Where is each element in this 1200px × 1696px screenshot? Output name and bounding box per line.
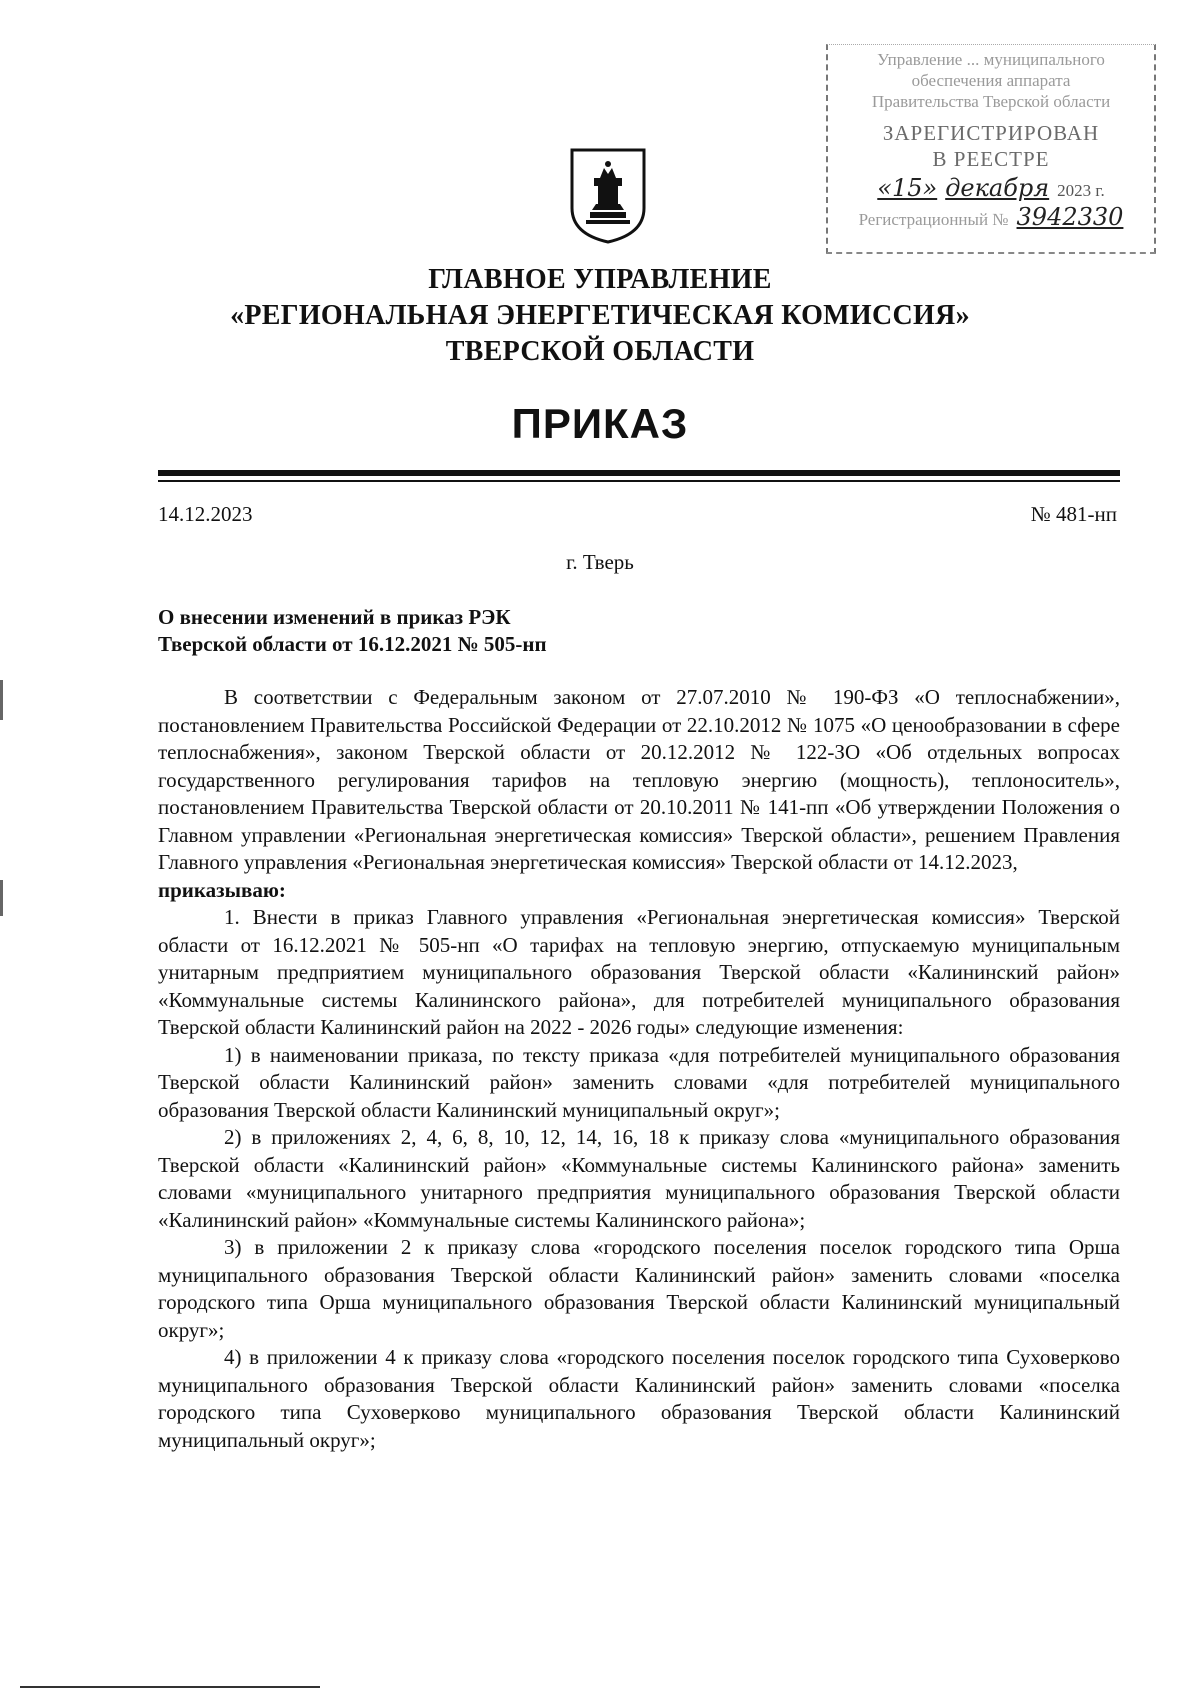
stamp-line-3: Правительства Тверской области	[871, 92, 1111, 111]
stamp-month: декабря	[945, 174, 1050, 202]
stamp-reg-number: 3942330	[1016, 203, 1124, 231]
header-divider-thick	[158, 470, 1120, 476]
order-word: приказываю:	[158, 877, 286, 902]
stamp-status-2: В РЕЕСТРЕ	[932, 147, 1050, 171]
item-1-paragraph: 1. Внести в приказ Главного управления «Региональная энергетическая комиссия» Тверской области от 16.12.2021 № 505-нп «О тарифах на тепловую энергию, отпускаемую муниципальным унитарным предприятием муниципального образования Тверской области «Калининский район» «Коммунальные системы Калининского района», для потребителей муниципального образования Тверской области Калининский район на 2022 - 2026 годы» следующие изменения:	[158, 905, 1120, 1039]
subitem-1-paragraph: 1) в наименовании приказа, по тексту приказа «для потребителей муниципального образования Тверской области Калининский район» заменить словами «для потребителей муниципального образования Тверской области Калининский муниципальный округ»;	[158, 1042, 1120, 1122]
document-subject	[158, 604, 758, 658]
scan-margin-mark	[0, 880, 3, 916]
scan-margin-mark	[0, 680, 3, 720]
stamp-line-1: Управление ... муниципального	[877, 50, 1105, 69]
subject-line-2: Тверской области от 16.12.2021 № 505-нп	[158, 632, 547, 656]
header-line-1: ГЛАВНОЕ УПРАВЛЕНИЕ	[428, 264, 772, 295]
stamp-reg-row	[834, 203, 1148, 231]
preamble-paragraph: В соответствии с Федеральным законом от 27.07.2010 № 190-ФЗ «О теплоснабжении», постановлением Правительства Российской Федерации от 22.10.2012 № 1075 «О ценообразовании в сфере теплоснабжения», законом Тверской области от 20.12.2012 № 122-ЗО «Об отдельных вопросах государственного регулирования тарифов на тепловую энергию (мощность), теплоноситель», постановлением Правительства Тверской области от 20.10.2011 № 141-пп «Об утверждении Положения о Главном управлении «Региональная энергетическая комиссия» Тверской области», решением Правления Главного управления «Региональная энергетическая комиссия» Тверской области от 14.12.2023,	[158, 685, 1120, 874]
subject-line-1: О внесении изменений в приказ РЭК	[158, 605, 511, 629]
coat-of-arms-icon	[570, 148, 646, 244]
header-divider-thin	[158, 480, 1120, 482]
stamp-line-2: обеспечения аппарата	[911, 71, 1071, 90]
stamp-date-row	[834, 174, 1148, 202]
stamp-day: «15»	[877, 174, 938, 202]
document-city: г. Тверь	[566, 550, 634, 574]
scan-bottom-line	[20, 1686, 320, 1688]
subitem-3-paragraph: 3) в приложении 2 к приказу слова «городского поселения поселок городского типа Орша муниципального образования Тверской области Калининский район» заменить словами «поселка городского типа Орша муниципального образования Тверской области Калининский муниципальный округ»;	[158, 1235, 1120, 1342]
document-body	[158, 684, 1120, 1454]
document-date: 14.12.2023	[158, 502, 253, 526]
stamp-status-1: ЗАРЕГИСТРИРОВАН	[882, 121, 1100, 145]
subitem-2-paragraph: 2) в приложениях 2, 4, 6, 8, 10, 12, 14, 16, 18 к приказу слова «муниципального образования Тверской области «Калининский район» «Коммунальные системы Калининского района» заменить словами «муниципального унитарного предприятия муниципального образования Тверской области «Калининский район» «Коммунальные системы Калининского района»;	[158, 1125, 1120, 1232]
header-line-2: «РЕГИОНАЛЬНАЯ ЭНЕРГЕТИЧЕСКАЯ КОМИССИЯ»	[230, 300, 970, 331]
document-type-title: ПРИКАЗ	[511, 400, 689, 447]
registration-stamp	[826, 44, 1156, 254]
stamp-reg-label: Регистрационный №	[858, 210, 1009, 229]
issuer-header	[0, 262, 1200, 370]
document-number: № 481-нп	[1030, 502, 1117, 526]
stamp-year: 2023 г.	[1057, 181, 1105, 200]
subitem-4-paragraph: 4) в приложении 4 к приказу слова «городского поселения поселок городского типа Суховерково муниципального образования Тверской области Калининский район» заменить словами «поселка городского типа Суховерково муниципального образования Тверской области Калининский муниципальный округ»;	[158, 1345, 1120, 1452]
header-line-3: ТВЕРСКОЙ ОБЛАСТИ	[445, 336, 755, 367]
